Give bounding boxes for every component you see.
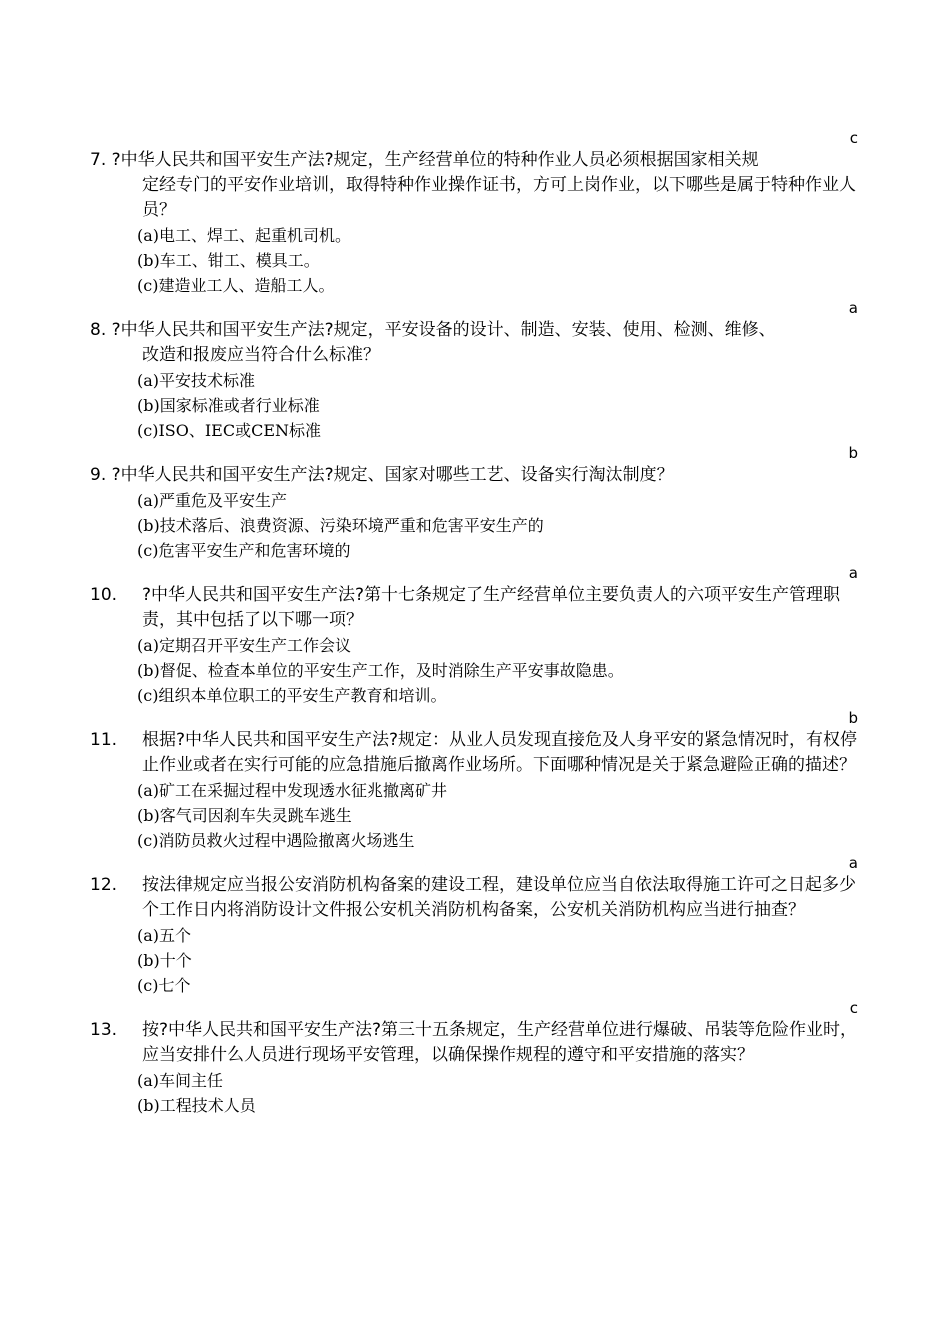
option-c: (c)组织本单位职工的平安生产教育和培训。 (137, 686, 447, 705)
option-c: (c)ISO、IEC或CEN标准 (137, 421, 322, 440)
question-number: 9. (90, 465, 107, 485)
option-a: (a)定期召开平安生产工作会议 (137, 636, 352, 655)
question-text (90, 318, 860, 368)
question-row (90, 873, 860, 923)
question-text-rest: 改造和报废应当符合什么标准？ (142, 345, 380, 365)
option-b: (b)车工、钳工、模具工。 (137, 251, 320, 270)
question-text (90, 463, 860, 488)
options (137, 368, 860, 443)
question-8 (90, 298, 860, 443)
question-text: 根据?中华人民共和国平安生产法?规定：从业人员发现直接危及人身平安的紧急情况时，有权停止作业或者在实行可能的应急措施后撤离作业场所。下面哪种情况是关于紧急避险正确的描述？ (142, 730, 858, 775)
options (137, 923, 860, 998)
question-text: ?中华人民共和国平安生产法?第十七条规定了生产经营单位主要负责人的六项平安生产管理职责，其中包括了以下哪一项？ (142, 585, 841, 630)
question-9 (90, 443, 860, 563)
answer-key: a (848, 564, 858, 582)
question-text: 按?中华人民共和国平安生产法?第三十五条规定，生产经营单位进行爆破、吊装等危险作业时，应当安排什么人员进行现场平安管理，以确保操作规程的遵守和平安措施的落实？ (142, 1020, 858, 1065)
question-text: 按法律规定应当报公安消防机构备案的建设工程，建设单位应当自依法取得施工许可之日起多少个工作日内将消防设计文件报公安机关消防机构备案，公安机关消防机构应当进行抽查？ (142, 875, 856, 920)
question-list (90, 128, 860, 1118)
option-c: (c)七个 (137, 976, 191, 995)
question-text (90, 148, 860, 223)
option-b: (b)客气司因刹车失灵跳车逃生 (137, 806, 352, 825)
option-c: (c)消防员救火过程中遇险撤离火场逃生 (137, 831, 415, 850)
question-row (90, 728, 860, 778)
question-row (90, 583, 860, 633)
options (137, 223, 860, 298)
option-c: (c)危害平安生产和危害环境的 (137, 541, 351, 560)
option-a: (a)五个 (137, 926, 192, 945)
option-b: (b)督促、检查本单位的平安生产工作，及时消除生产平安事故隐患。 (137, 661, 624, 680)
option-a: (a)严重危及平安生产 (137, 491, 288, 510)
question-number: 11. (90, 730, 118, 750)
options (137, 633, 860, 708)
question-11 (90, 708, 860, 853)
option-c: (c)建造业工人、造船工人。 (137, 276, 335, 295)
question-number: 7. (90, 150, 107, 170)
option-a: (a)平安技术标准 (137, 371, 256, 390)
answer-key: a (848, 854, 858, 872)
question-number: 12. (90, 875, 118, 895)
option-b: (b)技术落后、浪费资源、污染环境严重和危害平安生产的 (137, 516, 544, 535)
answer-key: a (848, 299, 858, 317)
answer-key: c (849, 129, 858, 147)
question-row (90, 1018, 860, 1068)
option-b: (b)十个 (137, 951, 192, 970)
question-text-rest: 定经专门的平安作业培训，取得特种作业操作证书，方可上岗作业，以下哪些是属于特种作业人员？ (142, 175, 856, 220)
answer-key: c (849, 999, 858, 1017)
question-text-first: ?中华人民共和国平安生产法?规定、国家对哪些工艺、设备实行淘汰制度？ (111, 465, 674, 485)
option-a: (a)矿工在采掘过程中发现透水征兆撤离矿井 (137, 781, 448, 800)
option-a: (a)车间主任 (137, 1071, 224, 1090)
question-number: 13. (90, 1020, 118, 1040)
question-text-first: ?中华人民共和国平安生产法?规定，生产经营单位的特种作业人员必须根据国家相关规 (111, 150, 759, 170)
option-b: (b)国家标准或者行业标准 (137, 396, 320, 415)
question-13 (90, 998, 860, 1118)
option-b: (b)工程技术人员 (137, 1096, 256, 1115)
options (137, 778, 860, 853)
question-12 (90, 853, 860, 998)
question-number: 8. (90, 320, 107, 340)
answer-key: b (848, 444, 858, 462)
option-a: (a)电工、焊工、起重机司机。 (137, 226, 352, 245)
options (137, 1068, 860, 1118)
question-text-first: ?中华人民共和国平安生产法?规定，平安设备的设计、制造、安装、使用、检测、维修、 (111, 320, 776, 340)
question-10 (90, 563, 860, 708)
options (137, 488, 860, 563)
answer-key: b (848, 709, 858, 727)
question-number: 10. (90, 585, 118, 605)
question-7 (90, 128, 860, 298)
